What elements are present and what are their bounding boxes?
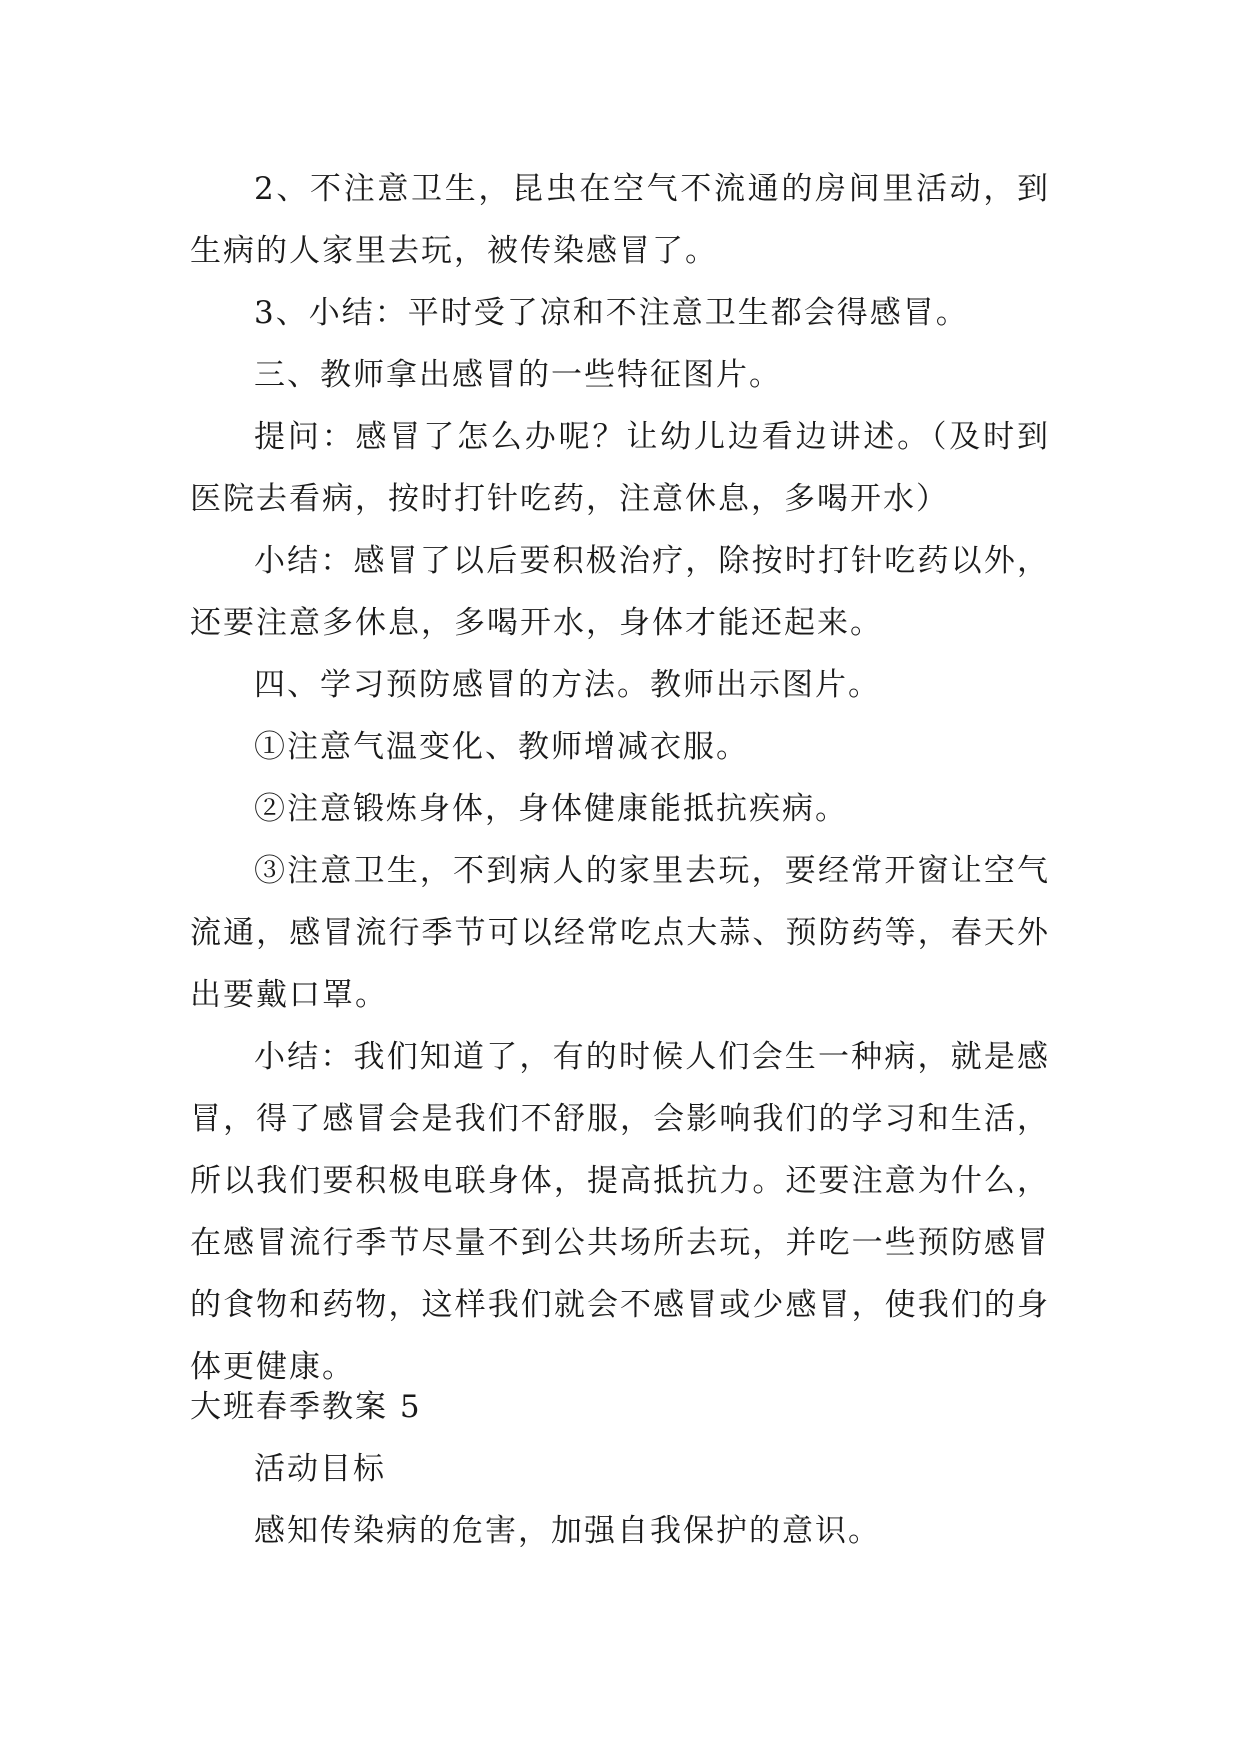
paragraph: 小结：我们知道了，有的时候人们会生一种病，就是感冒，得了感冒会是我们不舒服，会影响我们的学习和生活，所以我们要积极电联身体，提高抵抗力。还要注意为什么，在感冒流行季节尽量不到公共场所去玩，并吃一些预防感冒的食物和药物，这样我们就会不感冒或少感冒，使我们的身体更健康。 — [190, 1039, 1050, 1385]
paragraph: 提问：感冒了怎么办呢？让幼儿边看边讲述。（及时到医院去看病，按时打针吃药，注意休息，多喝开水） — [190, 419, 1050, 517]
paragraph: 活动目标 — [254, 1451, 386, 1487]
paragraph: ①注意气温变化、教师增减衣服。 — [254, 729, 749, 765]
paragraph: 3、小结：平时受了凉和不注意卫生都会得感冒。 — [254, 295, 969, 331]
paragraph: 四、学习预防感冒的方法。教师出示图片。 — [254, 667, 881, 703]
section-title: 大班春季教案 5 — [190, 1389, 422, 1425]
paragraph: 2、不注意卫生，昆虫在空气不流通的房间里活动，到生病的人家里去玩，被传染感冒了。 — [190, 171, 1050, 269]
paragraph: ③注意卫生，不到病人的家里去玩，要经常开窗让空气流通，感冒流行季节可以经常吃点大蒜、预防药等，春天外出要戴口罩。 — [190, 853, 1050, 1013]
paragraph: ②注意锻炼身体，身体健康能抵抗疾病。 — [254, 791, 848, 827]
paragraph: 感知传染病的危害，加强自我保护的意识。 — [254, 1513, 881, 1549]
paragraph: 小结：感冒了以后要积极治疗，除按时打针吃药以外，还要注意多休息，多喝开水，身体才能还起来。 — [190, 543, 1050, 641]
document-body — [190, 158, 1050, 1398]
section-body — [190, 1438, 1050, 1562]
paragraph: 三、教师拿出感冒的一些特征图片。 — [254, 357, 782, 393]
